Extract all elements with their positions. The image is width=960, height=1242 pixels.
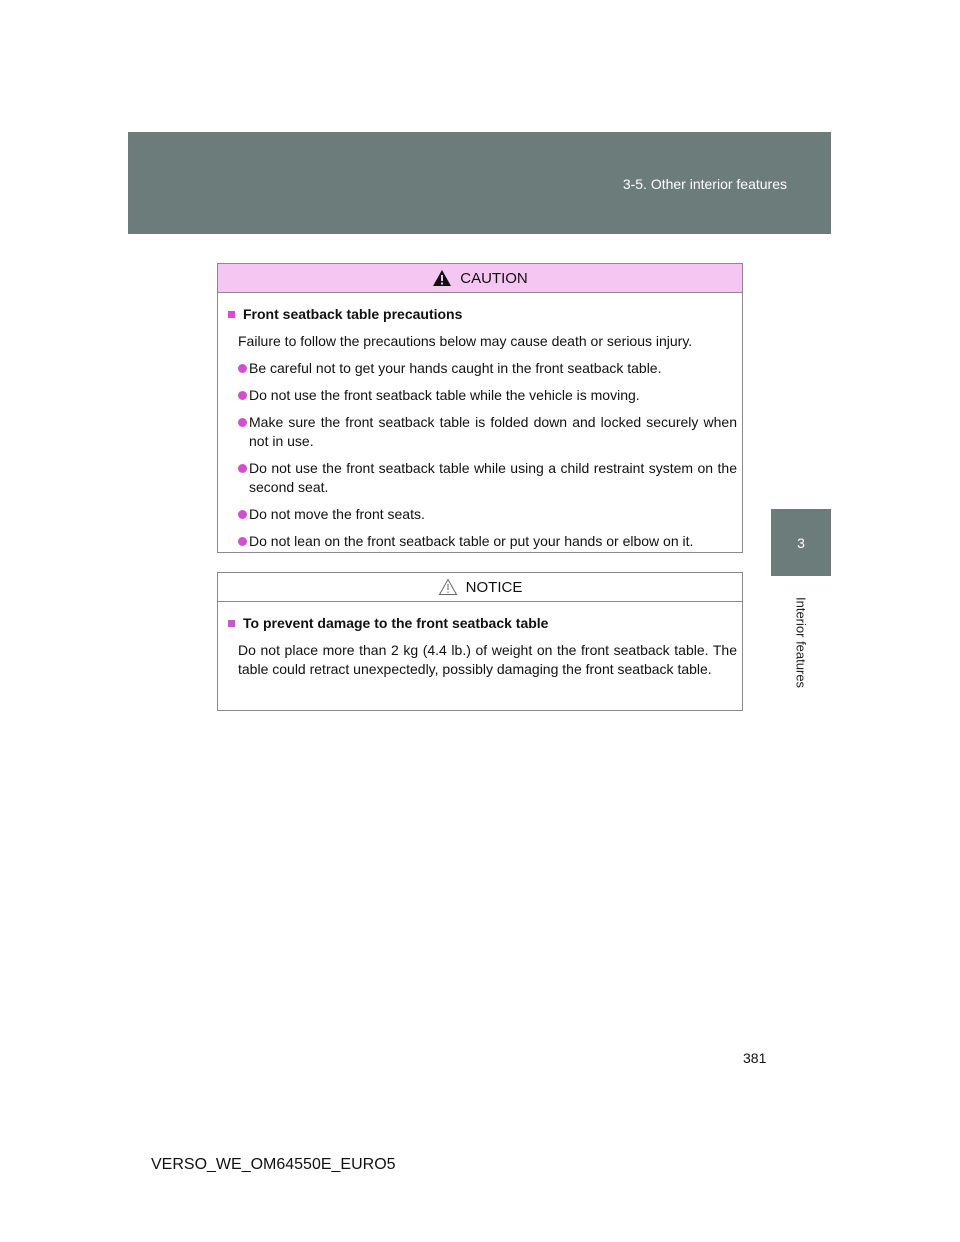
- list-item-text: Do not use the front seatback table while using a child restraint system on the second seat.: [249, 460, 737, 495]
- notice-body: [218, 602, 742, 679]
- list-item: [238, 386, 737, 405]
- notice-box: [217, 572, 743, 711]
- caution-list: [228, 359, 737, 551]
- caution-header: [218, 264, 742, 293]
- notice-heading-text: To prevent damage to the front seatback table: [243, 615, 549, 631]
- bullet-dot-icon: [238, 391, 247, 400]
- list-item-text: Do not lean on the front seatback table or put your hands or elbow on it.: [249, 533, 694, 549]
- notice-text: Do not place more than 2 kg (4.4 lb.) of weight on the front seatback table. The table could retract unexpectedly, possibly damaging the front seatback table.: [238, 642, 737, 677]
- notice-heading: [228, 614, 737, 633]
- square-bullet-icon: [228, 311, 235, 318]
- list-item-text: Do not use the front seatback table while the vehicle is moving.: [249, 387, 640, 403]
- warning-icon: [432, 269, 452, 287]
- chapter-label: [784, 583, 818, 703]
- notice-triangle-icon: [438, 578, 458, 596]
- caution-title: CAUTION: [460, 269, 528, 287]
- square-bullet-icon: [228, 620, 235, 627]
- notice-title: NOTICE: [465, 578, 523, 596]
- bullet-dot-icon: [238, 510, 247, 519]
- header-band: [128, 132, 831, 234]
- notice-header: [218, 573, 742, 602]
- chapter-label-text: Interior features: [793, 597, 809, 689]
- chapter-tab: [771, 509, 831, 576]
- list-item-text: Do not move the front seats.: [249, 506, 425, 522]
- caution-intro: Failure to follow the precautions below may cause death or serious injury.: [238, 333, 693, 349]
- list-item: [238, 459, 737, 497]
- bullet-dot-icon: [238, 364, 247, 373]
- caution-heading: [228, 305, 737, 324]
- caution-box: [217, 263, 743, 553]
- bullet-dot-icon: [238, 464, 247, 473]
- page-number: 381: [743, 1050, 767, 1066]
- chapter-number: 3: [797, 534, 805, 551]
- bullet-dot-icon: [238, 537, 247, 546]
- caution-body: [218, 293, 742, 551]
- list-item: [238, 505, 737, 524]
- document-id: VERSO_WE_OM64550E_EURO5: [151, 1156, 396, 1173]
- list-item: [238, 413, 737, 451]
- list-item-text: Make sure the front seatback table is folded down and locked securely when not in use.: [249, 414, 737, 449]
- caution-heading-text: Front seatback table precautions: [243, 306, 463, 322]
- section-title: 3-5. Other interior features: [622, 176, 787, 192]
- bullet-dot-icon: [238, 418, 247, 427]
- list-item-text: Be careful not to get your hands caught in the front seatback table.: [249, 360, 662, 376]
- list-item: [238, 359, 737, 378]
- list-item: [238, 532, 737, 551]
